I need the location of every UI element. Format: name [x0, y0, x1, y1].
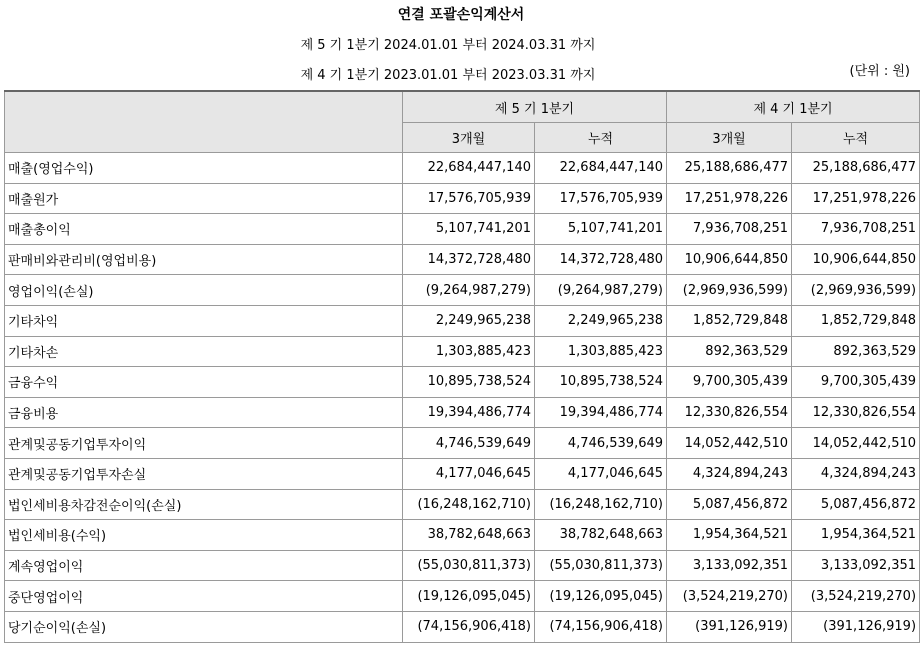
row-label: 영업이익(손실) — [5, 275, 403, 306]
value-current-3m: 2,249,965,238 — [403, 305, 535, 336]
value-current-cum: 14,372,728,480 — [535, 244, 667, 275]
value-current-cum: 22,684,447,140 — [535, 153, 667, 184]
value-prior-cum: 7,936,708,251 — [792, 214, 920, 245]
table-row — [5, 458, 920, 489]
value-current-cum: (55,030,811,373) — [535, 550, 667, 581]
row-label: 매출(영업수익) — [5, 153, 403, 184]
value-current-3m: 14,372,728,480 — [403, 244, 535, 275]
value-prior-3m: (3,524,219,270) — [667, 581, 792, 612]
value-prior-cum: (2,969,936,599) — [792, 275, 920, 306]
value-prior-3m: 14,052,442,510 — [667, 428, 792, 459]
row-label: 계속영업이익 — [5, 550, 403, 581]
table-row — [5, 183, 920, 214]
value-prior-3m: 25,188,686,477 — [667, 153, 792, 184]
value-prior-cum: 1,954,364,521 — [792, 520, 920, 551]
value-prior-cum: 3,133,092,351 — [792, 550, 920, 581]
period-prior: 제 4 기 1분기 2023.01.01 부터 2023.03.31 까지 — [300, 68, 596, 83]
row-label: 관계및공동기업투자이익 — [5, 428, 403, 459]
row-label: 당기순이익(손실) — [5, 611, 403, 642]
row-label: 판매비와관리비(영업비용) — [5, 244, 403, 275]
value-current-cum: 10,895,738,524 — [535, 367, 667, 398]
row-label: 중단영업이익 — [5, 581, 403, 612]
header-group-current: 제 5 기 1분기 — [403, 91, 667, 123]
row-label: 법인세비용차감전순이익(손실) — [5, 489, 403, 520]
value-current-cum: 17,576,705,939 — [535, 183, 667, 214]
value-prior-3m: (2,969,936,599) — [667, 275, 792, 306]
table-row — [5, 336, 920, 367]
value-current-cum: (74,156,906,418) — [535, 611, 667, 642]
value-prior-3m: 1,852,729,848 — [667, 305, 792, 336]
value-prior-cum: 10,906,644,850 — [792, 244, 920, 275]
value-prior-3m: 10,906,644,850 — [667, 244, 792, 275]
header-prior-cum: 누적 — [792, 123, 920, 153]
value-current-3m: 4,746,539,649 — [403, 428, 535, 459]
value-current-cum: (9,264,987,279) — [535, 275, 667, 306]
period-current: 제 5 기 1분기 2024.01.01 부터 2024.03.31 까지 — [300, 38, 596, 53]
value-current-cum: (16,248,162,710) — [535, 489, 667, 520]
value-prior-cum: 25,188,686,477 — [792, 153, 920, 184]
row-label: 금융비용 — [5, 397, 403, 428]
table-row — [5, 214, 920, 245]
value-prior-cum: 4,324,894,243 — [792, 458, 920, 489]
value-prior-3m: 5,087,456,872 — [667, 489, 792, 520]
statement-title: 연결 포괄손익계산서 — [397, 7, 525, 23]
value-prior-3m: 892,363,529 — [667, 336, 792, 367]
table-row — [5, 428, 920, 459]
value-current-3m: 19,394,486,774 — [403, 397, 535, 428]
table-row — [5, 244, 920, 275]
value-prior-cum: 14,052,442,510 — [792, 428, 920, 459]
value-current-cum: 4,746,539,649 — [535, 428, 667, 459]
value-prior-cum: (391,126,919) — [792, 611, 920, 642]
table-row — [5, 489, 920, 520]
header-current-cum: 누적 — [535, 123, 667, 153]
value-prior-3m: 9,700,305,439 — [667, 367, 792, 398]
value-current-3m: (74,156,906,418) — [403, 611, 535, 642]
value-current-cum: 19,394,486,774 — [535, 397, 667, 428]
value-current-3m: 38,782,648,663 — [403, 520, 535, 551]
table-row — [5, 367, 920, 398]
value-current-cum: (19,126,095,045) — [535, 581, 667, 612]
value-prior-3m: 12,330,826,554 — [667, 397, 792, 428]
value-current-3m: 4,177,046,645 — [403, 458, 535, 489]
table-row — [5, 550, 920, 581]
value-current-3m: 5,107,741,201 — [403, 214, 535, 245]
income-statement-table — [4, 90, 920, 643]
value-current-3m: (16,248,162,710) — [403, 489, 535, 520]
header-corner — [5, 91, 403, 153]
table-row — [5, 611, 920, 642]
table-row — [5, 153, 920, 184]
value-current-3m: 1,303,885,423 — [403, 336, 535, 367]
value-current-cum: 5,107,741,201 — [535, 214, 667, 245]
value-current-cum: 38,782,648,663 — [535, 520, 667, 551]
table-row — [5, 581, 920, 612]
value-prior-3m: 7,936,708,251 — [667, 214, 792, 245]
value-prior-cum: 12,330,826,554 — [792, 397, 920, 428]
unit-label: (단위 : 원) — [849, 64, 910, 79]
value-prior-cum: 1,852,729,848 — [792, 305, 920, 336]
value-prior-3m: (391,126,919) — [667, 611, 792, 642]
value-current-3m: 22,684,447,140 — [403, 153, 535, 184]
value-prior-cum: (3,524,219,270) — [792, 581, 920, 612]
row-label: 법인세비용(수익) — [5, 520, 403, 551]
header-current-3m: 3개월 — [403, 123, 535, 153]
value-prior-cum: 9,700,305,439 — [792, 367, 920, 398]
value-current-cum: 2,249,965,238 — [535, 305, 667, 336]
value-current-3m: (55,030,811,373) — [403, 550, 535, 581]
value-prior-3m: 1,954,364,521 — [667, 520, 792, 551]
value-current-cum: 4,177,046,645 — [535, 458, 667, 489]
value-current-cum: 1,303,885,423 — [535, 336, 667, 367]
value-prior-3m: 3,133,092,351 — [667, 550, 792, 581]
value-prior-3m: 17,251,978,226 — [667, 183, 792, 214]
value-prior-3m: 4,324,894,243 — [667, 458, 792, 489]
table-row — [5, 520, 920, 551]
value-current-3m: 17,576,705,939 — [403, 183, 535, 214]
table-row — [5, 305, 920, 336]
header-group-prior: 제 4 기 1분기 — [667, 91, 920, 123]
value-current-3m: (9,264,987,279) — [403, 275, 535, 306]
value-current-3m: (19,126,095,045) — [403, 581, 535, 612]
row-label: 관계및공동기업투자손실 — [5, 458, 403, 489]
row-label: 매출총이익 — [5, 214, 403, 245]
statement-rows — [5, 153, 920, 643]
value-prior-cum: 892,363,529 — [792, 336, 920, 367]
value-prior-cum: 17,251,978,226 — [792, 183, 920, 214]
table-row — [5, 397, 920, 428]
row-label: 매출원가 — [5, 183, 403, 214]
row-label: 기타차익 — [5, 305, 403, 336]
value-prior-cum: 5,087,456,872 — [792, 489, 920, 520]
row-label: 금융수익 — [5, 367, 403, 398]
header-prior-3m: 3개월 — [667, 123, 792, 153]
table-row — [5, 275, 920, 306]
value-current-3m: 10,895,738,524 — [403, 367, 535, 398]
row-label: 기타차손 — [5, 336, 403, 367]
